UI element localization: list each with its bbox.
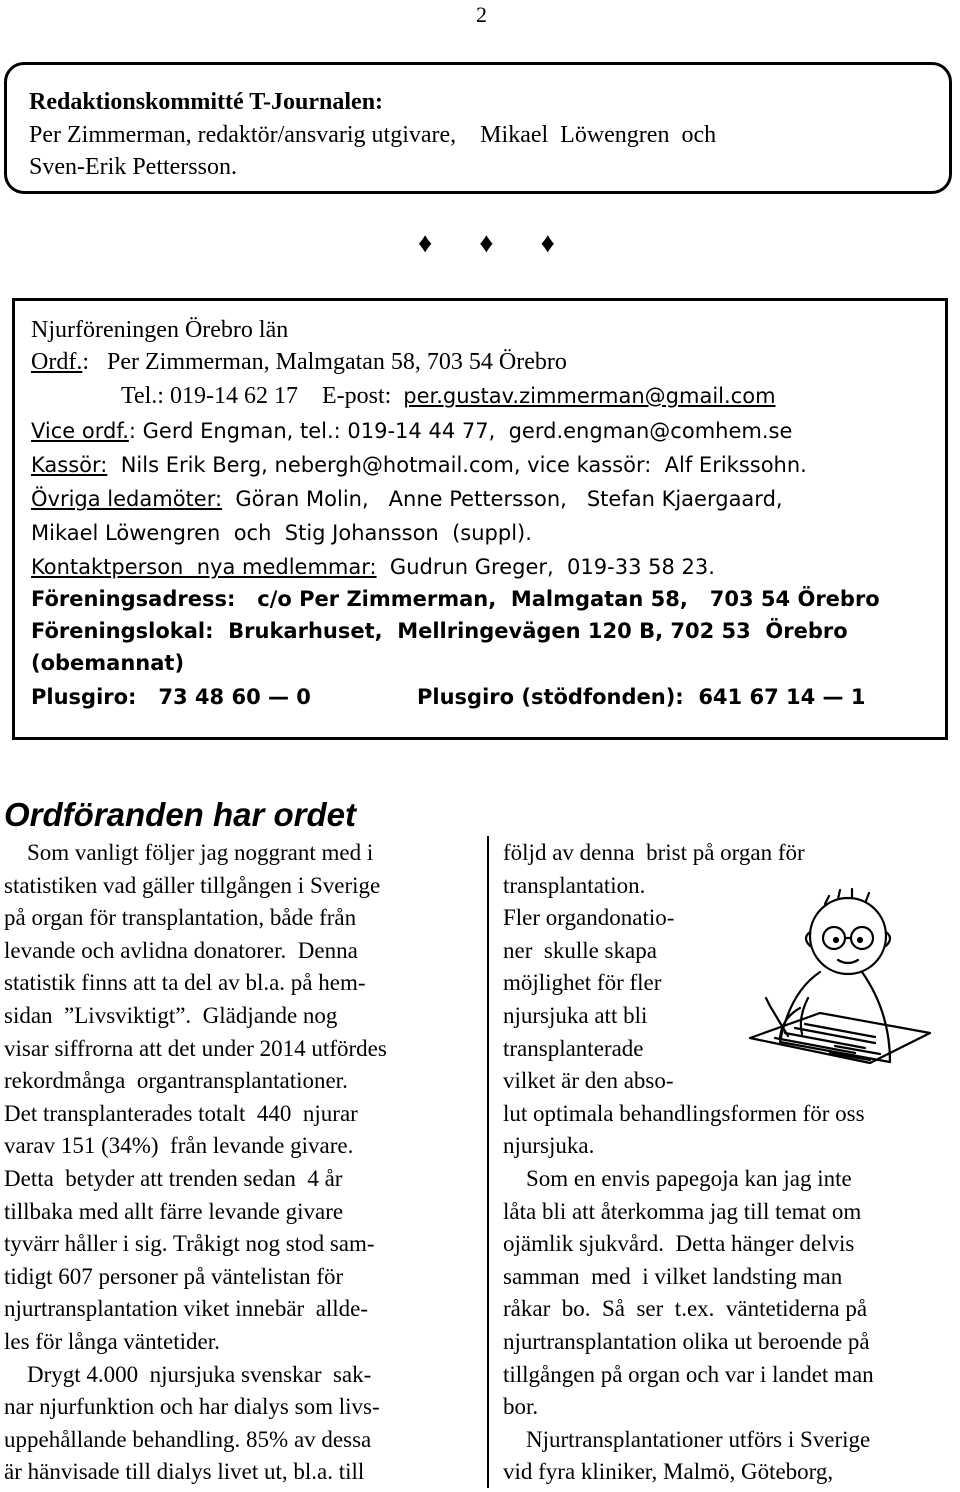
treasurer-label: Kassör: [31, 453, 108, 477]
right-text-line-14: samman med i vilket landsting man [503, 1263, 843, 1289]
vice-chair-line [31, 419, 792, 443]
right-text-line-17: tillgången på organ och var i landet man [503, 1361, 874, 1387]
right-text-line-20: vid fyra kliniker, Malmö, Göteborg, [503, 1459, 834, 1485]
members-text: Göran Molin, Anne Pettersson, Stefan Kjaergaard, [222, 487, 783, 511]
contact-line [31, 555, 715, 579]
address-line: Föreningsadress: c/o Per Zimmerman, Malmgatan 58, 703 54 Örebro [31, 587, 880, 611]
right-text-line-13: ojämlik sjukvård. Detta hänger delvis [503, 1231, 855, 1257]
editorial-heading: Redaktionskommitté T-Journalen: [29, 89, 384, 115]
left-text-line-18: nar njurfunktion och har dialys som livs- [4, 1394, 380, 1420]
chair-contact-line [121, 383, 776, 410]
left-text-line-10: varav 151 (34%) från levande givare. [4, 1133, 354, 1159]
right-text-line-18: bor. [503, 1394, 539, 1420]
chair-phone: Tel.: 019-14 62 17 E-post: [121, 383, 404, 409]
left-text-line-4: levande och avlidna donatorer. Denna [4, 937, 358, 963]
left-text-line-20: är hänvisade till dialys livet ut, bl.a. till [4, 1459, 365, 1485]
right-text-line-6: njursjuka att bli [503, 1003, 648, 1028]
left-text-line-9: Det transplanterades totalt 440 njurar [4, 1100, 358, 1126]
left-text-line-17: Drygt 4.000 njursjuka svenskar sak- [4, 1361, 372, 1387]
right-text-line-16: njurtransplantation olika ut beroende på [503, 1329, 870, 1354]
column-divider [487, 836, 489, 1488]
unstaffed-note: (obemannat) [31, 651, 185, 675]
right-text-line-1: följd av denna brist på organ för [503, 840, 805, 865]
left-text-line-16: les för långa väntetider. [4, 1329, 220, 1354]
association-info-box [12, 298, 948, 740]
left-text-line-14: tidigt 607 personer på väntelistan för [4, 1263, 344, 1289]
vice-label: Vice ordf. [31, 419, 129, 443]
plusgiro-fund: Plusgiro (stödfonden): 641 67 14 — 1 [417, 685, 866, 709]
editorial-line-2: Sven-Erik Pettersson. [29, 154, 237, 180]
chair-label: Ordf. [31, 349, 83, 375]
members-label: Övriga ledamöter: [31, 487, 223, 511]
writing-man-illustration-icon [730, 888, 955, 1088]
left-text-line-15: njurtransplantation viket innebär allde- [4, 1296, 369, 1322]
plusgiro: Plusgiro: 73 48 60 — 0 [31, 685, 311, 709]
left-text-line-7: visar siffrorna att det under 2014 utfördes [4, 1035, 387, 1061]
left-text-line-11: Detta betyder att trenden sedan 4 år [4, 1166, 343, 1191]
right-text-line-5: möjlighet för fler [503, 970, 662, 996]
editorial-line-1: Per Zimmerman, redaktör/ansvarig utgivare, Mikael Löwengren och [29, 122, 717, 148]
diamond-separator-icon: ♦ ♦ ♦ [418, 228, 575, 259]
right-text-line-15: råkar bo. Så ser t.ex. väntetiderna på [503, 1296, 868, 1322]
treasurer-line [31, 453, 807, 477]
contact-text: Gudrun Greger, 019-33 58 23. [376, 555, 715, 579]
members-line-2: Mikael Löwengren och Stig Johansson (suppl). [31, 521, 532, 545]
right-text-line-12: låta bli att återkomma jag till temat om [503, 1198, 862, 1224]
right-text-line-11: Som en envis papegoja kan jag inte [503, 1166, 852, 1191]
association-name: Njurföreningen Örebro län [31, 317, 289, 343]
venue-line: Föreningslokal: Brukarhuset, Mellringevägen 120 B, 702 53 Örebro [31, 619, 848, 643]
chair-text: : Per Zimmerman, Malmgatan 58, 703 54 Örebro [82, 349, 567, 375]
right-text-line-9: lut optimala behandlingsformen för oss [503, 1100, 865, 1126]
left-text-line-6: sidan ”Livsviktigt”. Glädjande nog [4, 1003, 338, 1028]
right-text-line-8: vilket är den abso- [503, 1068, 674, 1094]
left-text-line-5: statistik finns att ta del av bl.a. på hem- [4, 970, 366, 996]
right-text-line-7: transplanterade [503, 1035, 644, 1061]
right-text-line-10: njursjuka. [503, 1133, 595, 1159]
left-text-line-12: tillbaka med allt färre levande givare [4, 1198, 344, 1224]
members-line [31, 487, 783, 511]
article-title: Ordföranden har ordet [4, 796, 357, 833]
treasurer-text: Nils Erik Berg, nebergh@hotmail.com, vice kassör: Alf Erikssohn. [107, 453, 807, 477]
left-text-line-13: tyvärr håller i sig. Tråkigt nog stod sam- [4, 1231, 375, 1257]
left-text-line-2: statistiken vad gäller tillgången i Sverige [4, 872, 381, 898]
chair-email-link[interactable]: per.gustav.zimmerman@gmail.com [403, 384, 776, 408]
right-text-line-19: Njurtransplantationer utförs i Sverige [503, 1426, 871, 1452]
left-text-line-3: på organ för transplantation, både från [4, 905, 357, 931]
page-number: 2 [476, 2, 487, 27]
left-text-line-8: rekordmånga organtransplantationer. [4, 1068, 348, 1094]
editorial-committee-box [4, 62, 952, 194]
right-text-line-4: ner skulle skapa [503, 937, 657, 963]
left-text-line-1: Som vanligt följer jag noggrant med i [4, 840, 374, 865]
right-text-line-2: transplantation. [503, 872, 646, 898]
left-text-line-19: uppehållande behandling. 85% av dessa [4, 1426, 372, 1452]
chair-line [31, 349, 567, 376]
contact-label: Kontaktperson nya medlemmar: [31, 555, 377, 579]
vice-text: : Gerd Engman, tel.: 019-14 44 77, gerd.engman@comhem.se [128, 419, 793, 443]
right-text-line-3: Fler organdonatio- [503, 905, 675, 931]
